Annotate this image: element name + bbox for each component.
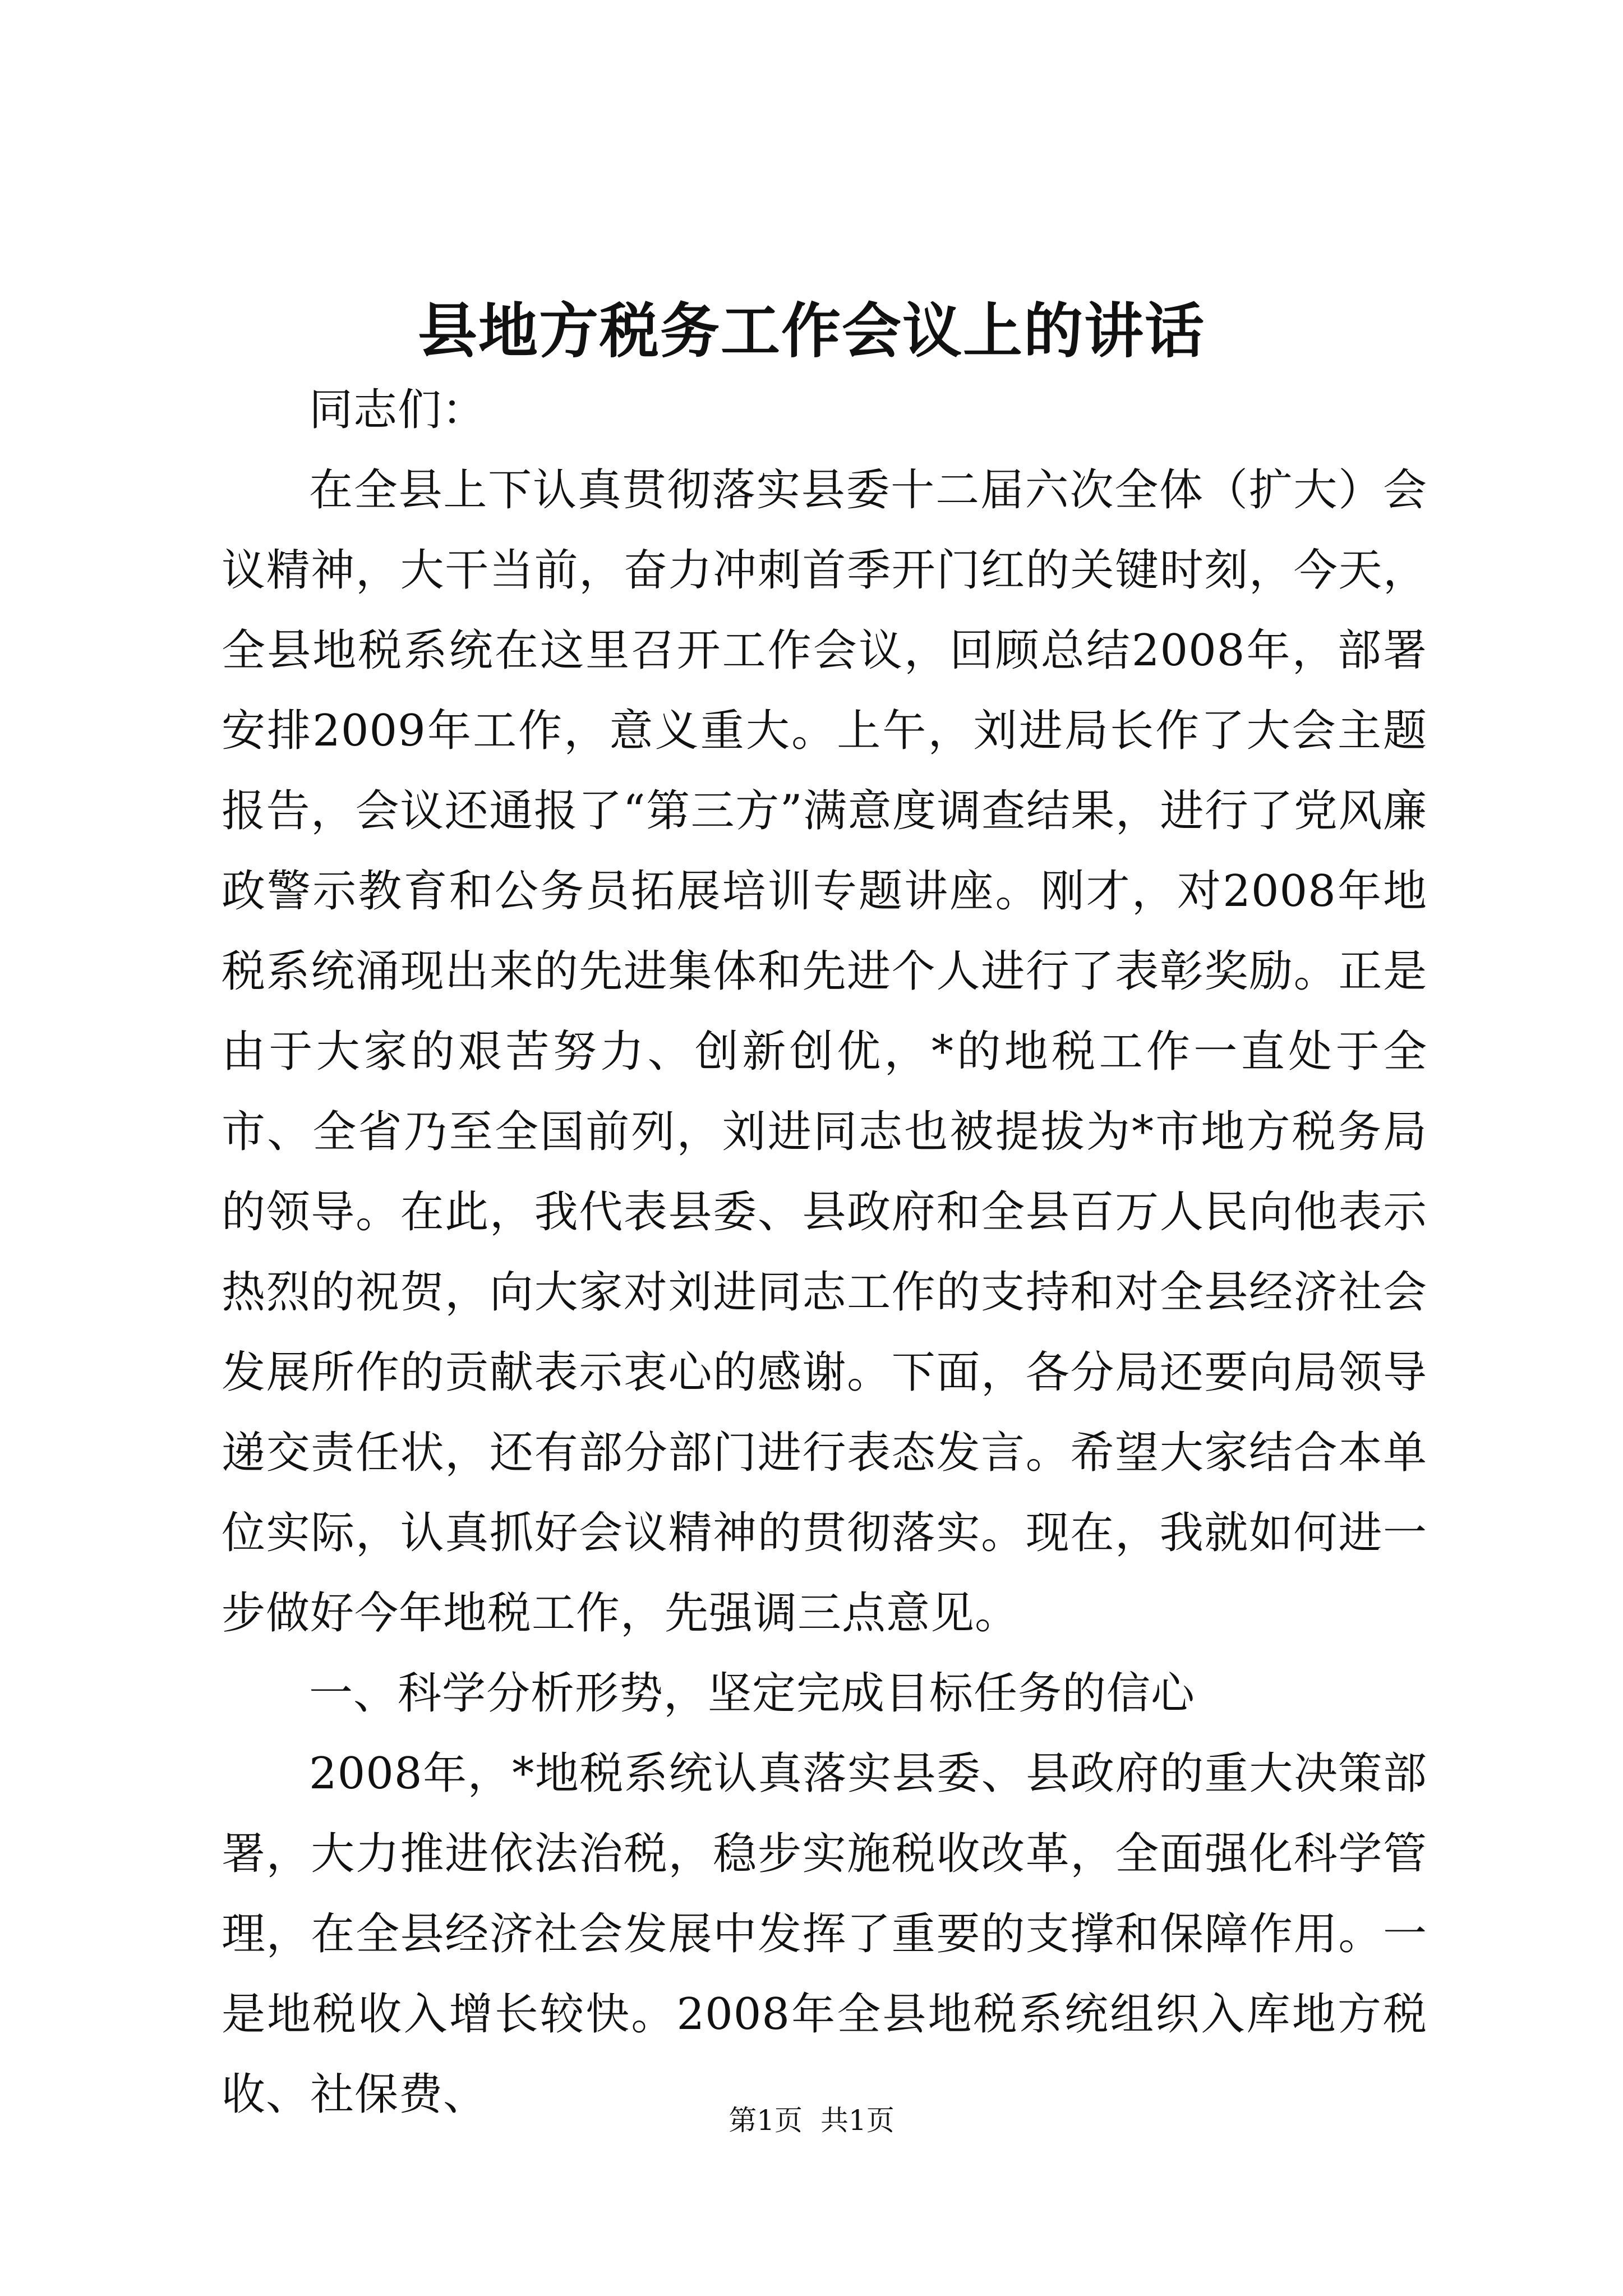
section-heading-1: 一、科学分析形势，坚定完成目标任务的信心: [309, 1668, 1196, 1719]
page-total: 共1页: [820, 2104, 895, 2137]
document-title: 县地方税务工作会议上的讲话: [418, 296, 1205, 366]
paragraph-intro: 在全县上下认真贯彻落实县委十二届六次全体（扩大）会议精神，大干当前，奋力冲刺首季开门红的关键时刻，今天，全县地税系统在这里召开工作会议，回顾总结2008年，部署安排2009年工作，意义重大。上午，刘进局长作了大会主题报告，会议还通报了“第三方”满意度调查结果，进行了党风廉政警示教育和公务员拓展培训专题讲座。刚才，对2008年地税系统涌现出来的先进集体和先进个人进行了表彰奖励。正是由于大家的艰苦努力、创新创优，*的地税工作一直处于全市、全省乃至全国前列，刘进同志也被提拔为*市地方税务局的领导。在此，我代表县委、县政府和全县百万人民向他表示热烈的祝贺，向大家对刘进同志工作的支持和对全县经济社会发展所作的贡献表示衷心的感谢。下面，各分局还要向局领导递交责任状，还有部分部门进行表态发言。希望大家结合本单位实际，认真抓好会议精神的贯彻落实。现在，我就如何进一步做好今年地税工作，先强调三点意见。: [222, 465, 1427, 1639]
document-body: [222, 370, 1427, 2135]
page-footer: [0, 2101, 1623, 2140]
page-number: 第1页: [728, 2104, 803, 2137]
paragraph-section-1: 2008年，*地税系统认真落实县委、县政府的重大决策部署，大力推进依法治税，稳步实施税收改革，全面强化科学管理，在全县经济社会发展中发挥了重要的支撑和保障作用。一是地税收入增长较快。2008年全县地税系统组织入库地方税收、社保费、: [222, 1749, 1427, 2120]
salutation: 同志们：: [309, 385, 487, 435]
